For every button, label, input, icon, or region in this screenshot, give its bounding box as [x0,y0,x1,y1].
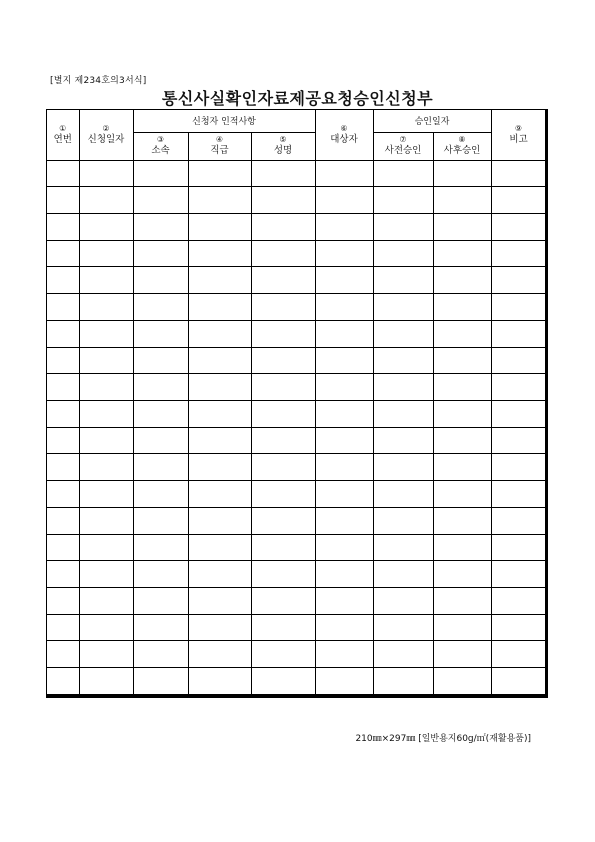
table-cell[interactable] [373,320,433,347]
table-cell[interactable] [47,160,79,187]
table-cell[interactable] [47,240,79,267]
col-number: ⑧ [458,135,466,144]
table-cell[interactable] [315,641,373,668]
table-row [47,320,546,347]
table-cell[interactable] [79,187,133,214]
col-number: ④ [215,135,224,144]
table-cell[interactable] [79,160,133,187]
col-header-rank [188,132,251,160]
table-row [47,294,546,321]
table-row [47,347,546,374]
table-cell[interactable] [79,534,133,561]
table-cell[interactable] [251,427,315,454]
table-cell[interactable] [79,240,133,267]
table-row [47,641,546,668]
table-row [47,561,546,588]
table-cell[interactable] [491,534,546,561]
table-cell[interactable] [79,400,133,427]
col-header-affiliation [133,132,188,160]
table-cell[interactable] [373,588,433,615]
table-cell[interactable] [79,507,133,534]
table-row [47,187,546,214]
table-cell[interactable] [79,454,133,481]
table-cell[interactable] [251,213,315,240]
table-cell[interactable] [373,427,433,454]
table-cell[interactable] [47,668,79,695]
table-cell[interactable] [47,507,79,534]
table-cell[interactable] [315,481,373,508]
table-cell[interactable] [491,187,546,214]
table-cell[interactable] [373,160,433,187]
table-cell[interactable] [433,507,491,534]
col-header-remarks [491,110,546,160]
table-cell[interactable] [373,374,433,401]
table-cell[interactable] [188,481,251,508]
table-cell[interactable] [188,427,251,454]
table-cell[interactable] [315,374,373,401]
table-cell[interactable] [133,294,188,321]
table-cell[interactable] [433,588,491,615]
table-cell[interactable] [491,668,546,695]
table-cell[interactable] [79,614,133,641]
table-cell[interactable] [491,374,546,401]
table-cell[interactable] [133,267,188,294]
table-cell[interactable] [133,481,188,508]
table-cell[interactable] [251,187,315,214]
table-cell[interactable] [373,213,433,240]
table-cell[interactable] [188,534,251,561]
table-cell[interactable] [315,454,373,481]
table-cell[interactable] [188,614,251,641]
table-cell[interactable] [188,668,251,695]
table-cell[interactable] [133,213,188,240]
table-cell[interactable] [188,507,251,534]
table-cell[interactable] [47,347,79,374]
table-cell[interactable] [79,588,133,615]
table-cell[interactable] [315,534,373,561]
col-number: ⑦ [399,135,407,144]
table-cell[interactable] [373,641,433,668]
table-cell[interactable] [47,320,79,347]
table-cell[interactable] [315,614,373,641]
table-cell[interactable] [251,454,315,481]
col-label: 연번 [53,133,72,145]
table-cell[interactable] [315,427,373,454]
table-cell[interactable] [133,320,188,347]
table-row [47,160,546,187]
table-cell[interactable] [79,427,133,454]
table-cell[interactable] [491,294,546,321]
table-cell[interactable] [373,400,433,427]
table-cell[interactable] [133,187,188,214]
table-cell[interactable] [47,641,79,668]
table-row [47,427,546,454]
header-row-top [47,110,546,132]
table-cell[interactable] [373,267,433,294]
col-label: 성명 [273,145,293,156]
table-cell[interactable] [433,400,491,427]
table-cell[interactable] [79,481,133,508]
table-cell[interactable] [315,160,373,187]
table-cell[interactable] [373,454,433,481]
col-label: 직급 [210,145,229,156]
table-row [47,240,546,267]
table-row [47,614,546,641]
table-cell[interactable] [188,347,251,374]
table-cell[interactable] [133,160,188,187]
table-cell[interactable] [251,507,315,534]
table-cell[interactable] [79,561,133,588]
table-cell[interactable] [433,160,491,187]
table-cell[interactable] [188,454,251,481]
table-row [47,267,546,294]
table-cell[interactable] [79,668,133,695]
table-cell[interactable] [47,534,79,561]
table-cell[interactable] [315,267,373,294]
table-cell[interactable] [373,534,433,561]
table-cell[interactable] [491,347,546,374]
table-cell[interactable] [251,240,315,267]
col-number: ③ [156,135,165,144]
table-cell[interactable] [251,561,315,588]
table-cell[interactable] [373,507,433,534]
col-header-prior-approval [373,132,433,160]
table-row [47,374,546,401]
table-cell[interactable] [47,588,79,615]
register-grid [47,110,547,695]
table-cell[interactable] [79,267,133,294]
table-cell[interactable] [188,320,251,347]
col-label: 소속 [151,145,170,156]
table-cell[interactable] [188,400,251,427]
col-number: ⑨ [514,123,523,133]
table-cell[interactable] [133,427,188,454]
table-cell[interactable] [433,240,491,267]
col-number: ① [59,123,67,133]
table-cell[interactable] [491,160,546,187]
table-cell[interactable] [47,267,79,294]
table-cell[interactable] [433,668,491,695]
table-cell[interactable] [433,454,491,481]
table-cell[interactable] [315,668,373,695]
col-header-name [251,132,315,160]
col-label: 신청일자 [87,133,125,145]
table-cell[interactable] [188,641,251,668]
table-cell[interactable] [491,400,546,427]
col-header-request-date [79,110,133,160]
table-cell[interactable] [47,454,79,481]
table-cell[interactable] [373,294,433,321]
table-cell[interactable] [315,400,373,427]
table-cell[interactable] [433,641,491,668]
table-cell[interactable] [79,320,133,347]
col-label: 사후승인 [443,145,481,156]
table-cell[interactable] [373,668,433,695]
table-cell[interactable] [133,507,188,534]
paper-spec-note: 210㎜×297㎜ [일반용지60g/㎡(재활용품)] [355,734,531,744]
table-cell[interactable] [133,561,188,588]
table-cell[interactable] [188,374,251,401]
table-cell[interactable] [251,160,315,187]
table-cell[interactable] [433,374,491,401]
table-cell[interactable] [251,481,315,508]
table-cell[interactable] [251,294,315,321]
table-cell[interactable] [251,400,315,427]
table-cell[interactable] [47,213,79,240]
table-cell[interactable] [47,614,79,641]
table-cell[interactable] [47,294,79,321]
table-cell[interactable] [251,347,315,374]
table-row [47,481,546,508]
col-number: ② [102,123,110,133]
table-cell[interactable] [373,481,433,508]
table-cell[interactable] [188,213,251,240]
table-cell[interactable] [491,213,546,240]
col-number: ⑥ [340,123,348,133]
table-cell[interactable] [251,614,315,641]
table-cell[interactable] [491,240,546,267]
col-header-post-approval [433,132,491,160]
table-cell[interactable] [433,481,491,508]
table-cell[interactable] [79,294,133,321]
table-cell[interactable] [491,641,546,668]
table-cell[interactable] [433,561,491,588]
table-cell[interactable] [315,240,373,267]
table-cell[interactable] [491,454,546,481]
table-cell[interactable] [433,294,491,321]
table-cell[interactable] [315,213,373,240]
table-cell[interactable] [433,534,491,561]
table-cell[interactable] [433,267,491,294]
table-cell[interactable] [133,641,188,668]
form-title: 통신사실확인자료제공요청승인신청부 [161,89,434,108]
request-register-table [46,109,548,698]
table-cell[interactable] [47,481,79,508]
table-cell[interactable] [315,507,373,534]
form-reference: [별지 제234호의3서식] [50,76,147,86]
table-cell[interactable] [491,507,546,534]
table-cell[interactable] [433,213,491,240]
table-cell[interactable] [133,534,188,561]
group-header-applicant: 신청자 인적사항 [133,110,315,132]
table-cell[interactable] [491,481,546,508]
table-cell[interactable] [433,347,491,374]
table-cell[interactable] [79,213,133,240]
table-cell[interactable] [133,347,188,374]
register-body [47,160,546,695]
table-cell[interactable] [491,588,546,615]
table-row [47,454,546,481]
table-row [47,400,546,427]
table-cell[interactable] [47,187,79,214]
table-row [47,534,546,561]
table-cell[interactable] [251,320,315,347]
table-cell[interactable] [79,374,133,401]
table-cell[interactable] [133,588,188,615]
table-cell[interactable] [491,267,546,294]
col-label: 사전승인 [384,145,422,156]
col-label: 대상자 [330,133,358,145]
table-cell[interactable] [433,320,491,347]
table-cell[interactable] [315,588,373,615]
table-cell[interactable] [251,267,315,294]
table-cell[interactable] [133,374,188,401]
table-cell[interactable] [47,374,79,401]
table-row [47,213,546,240]
table-cell[interactable] [251,374,315,401]
table-cell[interactable] [315,294,373,321]
table-cell[interactable] [433,427,491,454]
table-row [47,507,546,534]
table-row [47,588,546,615]
table-cell[interactable] [188,160,251,187]
table-cell[interactable] [491,561,546,588]
table-cell[interactable] [315,347,373,374]
table-cell[interactable] [251,534,315,561]
table-cell[interactable] [133,400,188,427]
table-cell[interactable] [373,561,433,588]
table-row [47,668,546,695]
table-cell[interactable] [433,614,491,641]
table-cell[interactable] [251,588,315,615]
table-cell[interactable] [491,614,546,641]
table-cell[interactable] [433,187,491,214]
table-cell[interactable] [373,614,433,641]
table-cell[interactable] [188,240,251,267]
table-cell[interactable] [188,561,251,588]
table-cell[interactable] [315,561,373,588]
table-cell[interactable] [188,187,251,214]
table-cell[interactable] [188,588,251,615]
table-cell[interactable] [188,294,251,321]
table-cell[interactable] [133,240,188,267]
col-header-serial [47,110,79,160]
table-cell[interactable] [47,400,79,427]
table-cell[interactable] [373,240,433,267]
table-cell[interactable] [188,267,251,294]
table-cell[interactable] [251,641,315,668]
table-cell[interactable] [491,320,546,347]
table-cell[interactable] [315,187,373,214]
table-cell[interactable] [47,427,79,454]
table-cell[interactable] [373,187,433,214]
table-cell[interactable] [491,427,546,454]
table-cell[interactable] [133,614,188,641]
table-cell[interactable] [251,668,315,695]
col-header-subject [315,110,373,160]
table-cell[interactable] [79,347,133,374]
table-cell[interactable] [47,561,79,588]
table-cell[interactable] [79,641,133,668]
col-label: 비고 [509,133,528,145]
col-number: ⑤ [279,135,287,144]
table-cell[interactable] [373,347,433,374]
group-header-approval: 승인일자 [373,110,491,132]
table-cell[interactable] [133,454,188,481]
table-cell[interactable] [315,320,373,347]
table-cell[interactable] [133,668,188,695]
